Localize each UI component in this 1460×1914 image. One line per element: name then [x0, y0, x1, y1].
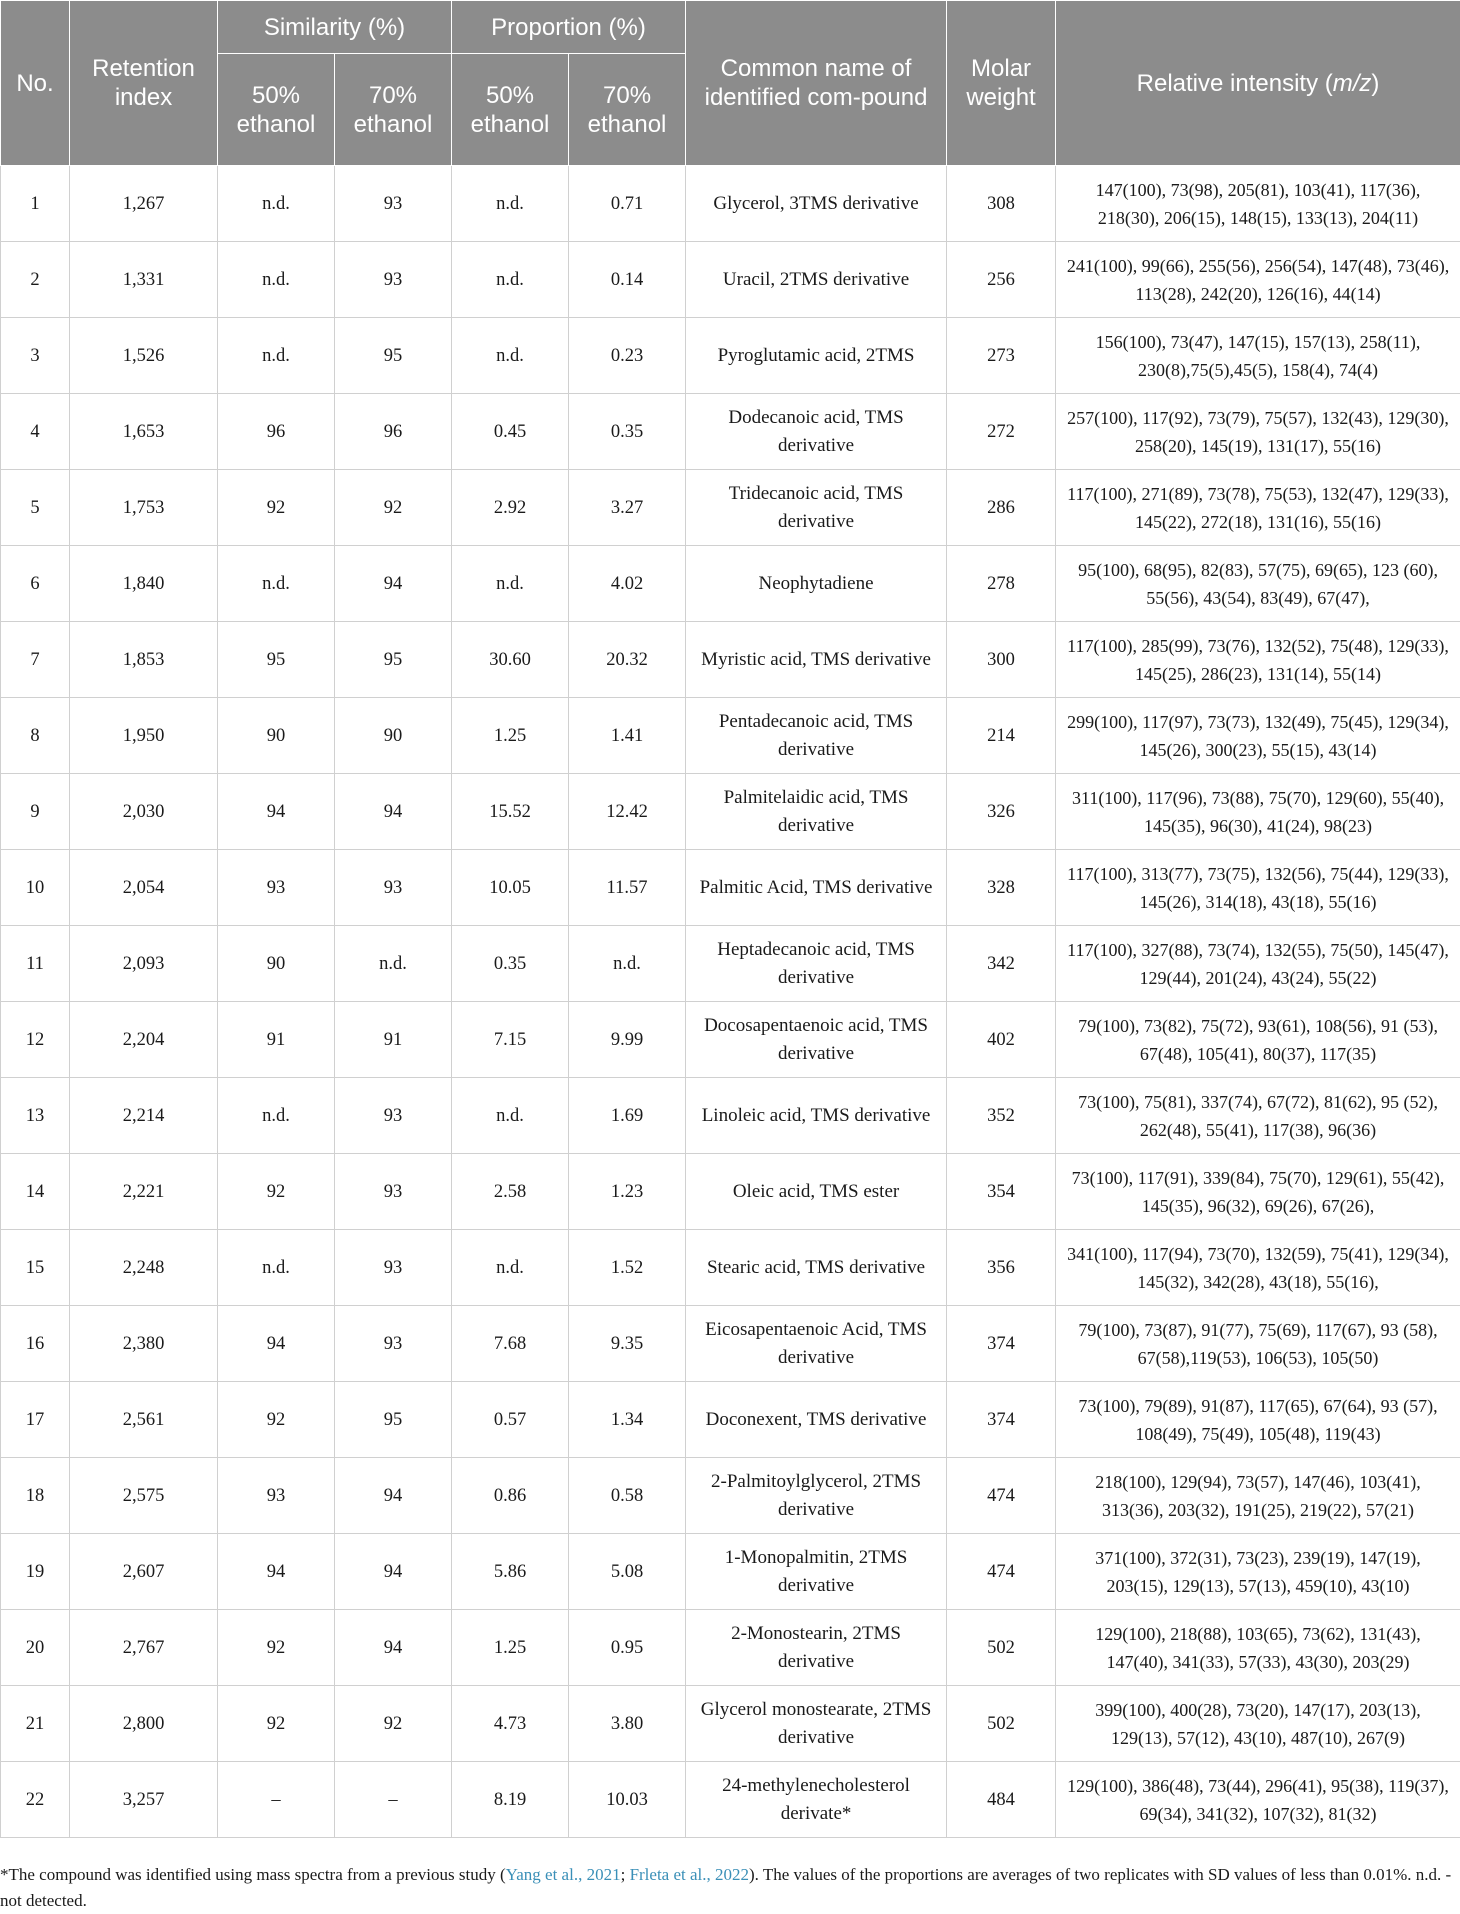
reference-link-yang[interactable]: Yang et al., 2021: [506, 1865, 621, 1884]
cell-proportion-70: 4.02: [569, 546, 686, 622]
cell-retention-index: 1,753: [70, 470, 218, 546]
cell-relative-intensity: 117(100), 313(77), 73(75), 132(56), 75(44), 129(33), 145(26), 314(18), 43(18), 55(16): [1056, 850, 1460, 926]
cell-similarity-70: 95: [335, 622, 452, 698]
cell-no: 14: [1, 1154, 70, 1230]
table-row: [1, 1762, 1460, 1838]
cell-molar-weight: 214: [947, 698, 1056, 774]
cell-no: 5: [1, 470, 70, 546]
cell-compound-name: Heptadecanoic acid, TMS derivative: [686, 926, 947, 1002]
cell-similarity-70: 93: [335, 850, 452, 926]
cell-no: 3: [1, 318, 70, 394]
cell-similarity-50: n.d.: [218, 242, 335, 318]
cell-retention-index: 2,607: [70, 1534, 218, 1610]
cell-retention-index: 2,054: [70, 850, 218, 926]
cell-compound-name: Eicosapentaenoic Acid, TMS derivative: [686, 1306, 947, 1382]
table-row: [1, 1306, 1460, 1382]
cell-retention-index: 2,214: [70, 1078, 218, 1154]
cell-proportion-70: 1.34: [569, 1382, 686, 1458]
cell-molar-weight: 374: [947, 1382, 1056, 1458]
cell-proportion-50: 2.58: [452, 1154, 569, 1230]
cell-molar-weight: 484: [947, 1762, 1056, 1838]
cell-proportion-70: 1.69: [569, 1078, 686, 1154]
header-sim-70: 70% ethanol: [335, 54, 452, 166]
header-prop-70: 70% ethanol: [569, 54, 686, 166]
cell-similarity-50: 93: [218, 1458, 335, 1534]
cell-relative-intensity: 147(100), 73(98), 205(81), 103(41), 117(36), 218(30), 206(15), 148(15), 133(13), 204(11): [1056, 166, 1460, 242]
cell-similarity-50: 95: [218, 622, 335, 698]
cell-proportion-50: 10.05: [452, 850, 569, 926]
header-proportion: Proportion (%): [452, 1, 686, 54]
cell-proportion-70: 0.23: [569, 318, 686, 394]
cell-compound-name: 2-Palmitoylglycerol, 2TMS derivative: [686, 1458, 947, 1534]
header-prop-50: 50% ethanol: [452, 54, 569, 166]
cell-molar-weight: 256: [947, 242, 1056, 318]
cell-similarity-50: –: [218, 1762, 335, 1838]
cell-similarity-70: 93: [335, 1154, 452, 1230]
cell-proportion-70: 1.23: [569, 1154, 686, 1230]
cell-proportion-70: n.d.: [569, 926, 686, 1002]
cell-retention-index: 1,526: [70, 318, 218, 394]
cell-compound-name: Dodecanoic acid, TMS derivative: [686, 394, 947, 470]
cell-similarity-50: 90: [218, 926, 335, 1002]
header-molar-weight: Molar weight: [947, 1, 1056, 166]
cell-similarity-50: 92: [218, 1382, 335, 1458]
cell-no: 4: [1, 394, 70, 470]
cell-similarity-50: 94: [218, 1306, 335, 1382]
cell-relative-intensity: 341(100), 117(94), 73(70), 132(59), 75(41), 129(34), 145(32), 342(28), 43(18), 55(16),: [1056, 1230, 1460, 1306]
cell-similarity-70: 94: [335, 1610, 452, 1686]
cell-molar-weight: 272: [947, 394, 1056, 470]
cell-no: 13: [1, 1078, 70, 1154]
cell-proportion-70: 3.80: [569, 1686, 686, 1762]
cell-relative-intensity: 129(100), 218(88), 103(65), 73(62), 131(43), 147(40), 341(33), 57(33), 43(30), 203(29): [1056, 1610, 1460, 1686]
cell-compound-name: Palmitelaidic acid, TMS derivative: [686, 774, 947, 850]
cell-similarity-50: 92: [218, 1610, 335, 1686]
cell-similarity-50: n.d.: [218, 166, 335, 242]
cell-similarity-50: n.d.: [218, 1078, 335, 1154]
cell-compound-name: Doconexent, TMS derivative: [686, 1382, 947, 1458]
cell-similarity-70: n.d.: [335, 926, 452, 1002]
cell-proportion-50: 8.19: [452, 1762, 569, 1838]
cell-similarity-50: n.d.: [218, 1230, 335, 1306]
header-relative-intensity: Relative intensity (m/z): [1056, 1, 1460, 166]
table-row: [1, 394, 1460, 470]
cell-retention-index: 2,561: [70, 1382, 218, 1458]
cell-proportion-50: 0.35: [452, 926, 569, 1002]
table-row: [1, 1610, 1460, 1686]
cell-molar-weight: 300: [947, 622, 1056, 698]
cell-molar-weight: 286: [947, 470, 1056, 546]
table-row: [1, 774, 1460, 850]
cell-retention-index: 1,950: [70, 698, 218, 774]
cell-retention-index: 2,575: [70, 1458, 218, 1534]
cell-molar-weight: 474: [947, 1534, 1056, 1610]
cell-compound-name: Docosapentaenoic acid, TMS derivative: [686, 1002, 947, 1078]
cell-proportion-70: 9.35: [569, 1306, 686, 1382]
cell-similarity-70: 94: [335, 774, 452, 850]
header-common-name: Common name of identified com-pound: [686, 1, 947, 166]
cell-retention-index: 2,030: [70, 774, 218, 850]
cell-proportion-70: 10.03: [569, 1762, 686, 1838]
table-row: [1, 698, 1460, 774]
cell-no: 18: [1, 1458, 70, 1534]
cell-similarity-70: 93: [335, 166, 452, 242]
cell-retention-index: 2,380: [70, 1306, 218, 1382]
cell-proportion-50: 7.68: [452, 1306, 569, 1382]
cell-proportion-70: 3.27: [569, 470, 686, 546]
cell-compound-name: Myristic acid, TMS derivative: [686, 622, 947, 698]
cell-no: 12: [1, 1002, 70, 1078]
cell-proportion-70: 9.99: [569, 1002, 686, 1078]
cell-proportion-50: 1.25: [452, 698, 569, 774]
cell-molar-weight: 356: [947, 1230, 1056, 1306]
cell-similarity-50: 96: [218, 394, 335, 470]
cell-molar-weight: 354: [947, 1154, 1056, 1230]
cell-compound-name: Glycerol monostearate, 2TMS derivative: [686, 1686, 947, 1762]
cell-retention-index: 2,093: [70, 926, 218, 1002]
cell-compound-name: Neophytadiene: [686, 546, 947, 622]
cell-relative-intensity: 129(100), 386(48), 73(44), 296(41), 95(38), 119(37), 69(34), 341(32), 107(32), 81(32): [1056, 1762, 1460, 1838]
cell-proportion-50: 0.57: [452, 1382, 569, 1458]
cell-similarity-70: 90: [335, 698, 452, 774]
cell-molar-weight: 502: [947, 1610, 1056, 1686]
cell-no: 21: [1, 1686, 70, 1762]
table-row: [1, 1534, 1460, 1610]
cell-retention-index: 1,653: [70, 394, 218, 470]
header-similarity: Similarity (%): [218, 1, 452, 54]
cell-retention-index: 2,221: [70, 1154, 218, 1230]
table-row: [1, 1458, 1460, 1534]
cell-compound-name: Uracil, 2TMS derivative: [686, 242, 947, 318]
cell-relative-intensity: 117(100), 327(88), 73(74), 132(55), 75(50), 145(47), 129(44), 201(24), 43(24), 55(22): [1056, 926, 1460, 1002]
cell-similarity-70: 93: [335, 1230, 452, 1306]
cell-no: 16: [1, 1306, 70, 1382]
cell-proportion-50: n.d.: [452, 242, 569, 318]
table-row: [1, 850, 1460, 926]
cell-similarity-50: n.d.: [218, 318, 335, 394]
table-row: [1, 546, 1460, 622]
cell-proportion-70: 0.14: [569, 242, 686, 318]
cell-similarity-70: 96: [335, 394, 452, 470]
cell-similarity-70: 95: [335, 318, 452, 394]
reference-link-frleta[interactable]: Frleta et al., 2022: [630, 1865, 749, 1884]
cell-proportion-50: 0.86: [452, 1458, 569, 1534]
cell-molar-weight: 273: [947, 318, 1056, 394]
cell-proportion-70: 1.52: [569, 1230, 686, 1306]
cell-proportion-70: 5.08: [569, 1534, 686, 1610]
table-row: [1, 926, 1460, 1002]
cell-proportion-50: n.d.: [452, 1230, 569, 1306]
cell-similarity-50: 93: [218, 850, 335, 926]
cell-retention-index: 1,267: [70, 166, 218, 242]
cell-compound-name: 2-Monostearin, 2TMS derivative: [686, 1610, 947, 1686]
cell-similarity-50: 92: [218, 1686, 335, 1762]
cell-proportion-70: 0.71: [569, 166, 686, 242]
cell-relative-intensity: 79(100), 73(87), 91(77), 75(69), 117(67), 93 (58), 67(58),119(53), 106(53), 105(50): [1056, 1306, 1460, 1382]
table-row: [1, 1382, 1460, 1458]
cell-similarity-70: 95: [335, 1382, 452, 1458]
cell-retention-index: 2,204: [70, 1002, 218, 1078]
table-row: [1, 1686, 1460, 1762]
cell-similarity-50: n.d.: [218, 546, 335, 622]
cell-molar-weight: 278: [947, 546, 1056, 622]
cell-proportion-70: 12.42: [569, 774, 686, 850]
cell-similarity-50: 91: [218, 1002, 335, 1078]
cell-similarity-50: 92: [218, 470, 335, 546]
cell-no: 8: [1, 698, 70, 774]
cell-no: 17: [1, 1382, 70, 1458]
cell-retention-index: 1,840: [70, 546, 218, 622]
cell-molar-weight: 326: [947, 774, 1056, 850]
cell-proportion-50: 4.73: [452, 1686, 569, 1762]
cell-compound-name: Stearic acid, TMS derivative: [686, 1230, 947, 1306]
cell-proportion-50: 30.60: [452, 622, 569, 698]
cell-relative-intensity: 73(100), 79(89), 91(87), 117(65), 67(64), 93 (57), 108(49), 75(49), 105(48), 119(43): [1056, 1382, 1460, 1458]
cell-no: 10: [1, 850, 70, 926]
cell-relative-intensity: 299(100), 117(97), 73(73), 132(49), 75(45), 129(34), 145(26), 300(23), 55(15), 43(14): [1056, 698, 1460, 774]
table-header: [1, 1, 1460, 166]
cell-retention-index: 2,800: [70, 1686, 218, 1762]
cell-proportion-50: 1.25: [452, 1610, 569, 1686]
cell-no: 22: [1, 1762, 70, 1838]
cell-similarity-70: 93: [335, 1078, 452, 1154]
cell-proportion-50: n.d.: [452, 1078, 569, 1154]
cell-no: 9: [1, 774, 70, 850]
cell-relative-intensity: 117(100), 271(89), 73(78), 75(53), 132(47), 129(33), 145(22), 272(18), 131(16), 55(16): [1056, 470, 1460, 546]
cell-compound-name: Tridecanoic acid, TMS derivative: [686, 470, 947, 546]
header-retention-index: Retention index: [70, 1, 218, 166]
cell-compound-name: Pentadecanoic acid, TMS derivative: [686, 698, 947, 774]
cell-retention-index: 2,767: [70, 1610, 218, 1686]
cell-compound-name: Pyroglutamic acid, 2TMS: [686, 318, 947, 394]
cell-proportion-50: n.d.: [452, 318, 569, 394]
cell-proportion-70: 0.58: [569, 1458, 686, 1534]
cell-similarity-50: 90: [218, 698, 335, 774]
cell-compound-name: 24-methylenecholesterol derivate*: [686, 1762, 947, 1838]
cell-relative-intensity: 257(100), 117(92), 73(79), 75(57), 132(43), 129(30), 258(20), 145(19), 131(17), 55(16): [1056, 394, 1460, 470]
cell-compound-name: Linoleic acid, TMS derivative: [686, 1078, 947, 1154]
cell-no: 7: [1, 622, 70, 698]
cell-compound-name: Palmitic Acid, TMS derivative: [686, 850, 947, 926]
cell-no: 1: [1, 166, 70, 242]
cell-similarity-70: 93: [335, 242, 452, 318]
cell-proportion-50: 2.92: [452, 470, 569, 546]
cell-proportion-70: 1.41: [569, 698, 686, 774]
cell-similarity-50: 94: [218, 1534, 335, 1610]
table-row: [1, 166, 1460, 242]
cell-relative-intensity: 218(100), 129(94), 73(57), 147(46), 103(41), 313(36), 203(32), 191(25), 219(22), 57(21): [1056, 1458, 1460, 1534]
cell-molar-weight: 374: [947, 1306, 1056, 1382]
cell-proportion-50: 0.45: [452, 394, 569, 470]
cell-molar-weight: 308: [947, 166, 1056, 242]
cell-no: 15: [1, 1230, 70, 1306]
cell-compound-name: Oleic acid, TMS ester: [686, 1154, 947, 1230]
cell-proportion-50: n.d.: [452, 546, 569, 622]
cell-retention-index: 3,257: [70, 1762, 218, 1838]
cell-no: 20: [1, 1610, 70, 1686]
cell-molar-weight: 328: [947, 850, 1056, 926]
cell-similarity-70: 94: [335, 1458, 452, 1534]
cell-molar-weight: 474: [947, 1458, 1056, 1534]
cell-relative-intensity: 73(100), 75(81), 337(74), 67(72), 81(62), 95 (52), 262(48), 55(41), 117(38), 96(36): [1056, 1078, 1460, 1154]
cell-proportion-50: n.d.: [452, 166, 569, 242]
cell-retention-index: 1,853: [70, 622, 218, 698]
cell-similarity-70: 93: [335, 1306, 452, 1382]
cell-no: 11: [1, 926, 70, 1002]
cell-similarity-70: –: [335, 1762, 452, 1838]
table-row: [1, 622, 1460, 698]
cell-similarity-50: 94: [218, 774, 335, 850]
cell-proportion-70: 0.35: [569, 394, 686, 470]
header-no: No.: [1, 1, 70, 166]
table-row: [1, 1230, 1460, 1306]
cell-proportion-50: 5.86: [452, 1534, 569, 1610]
cell-relative-intensity: 399(100), 400(28), 73(20), 147(17), 203(13), 129(13), 57(12), 43(10), 487(10), 267(9): [1056, 1686, 1460, 1762]
cell-molar-weight: 402: [947, 1002, 1056, 1078]
cell-no: 19: [1, 1534, 70, 1610]
cell-proportion-50: 15.52: [452, 774, 569, 850]
cell-compound-name: Glycerol, 3TMS derivative: [686, 166, 947, 242]
table-row: [1, 1154, 1460, 1230]
table-row: [1, 318, 1460, 394]
cell-similarity-70: 92: [335, 470, 452, 546]
cell-similarity-70: 92: [335, 1686, 452, 1762]
table-row: [1, 242, 1460, 318]
cell-relative-intensity: 73(100), 117(91), 339(84), 75(70), 129(61), 55(42), 145(35), 96(32), 69(26), 67(26),: [1056, 1154, 1460, 1230]
header-sim-50: 50% ethanol: [218, 54, 335, 166]
cell-similarity-70: 94: [335, 1534, 452, 1610]
cell-retention-index: 2,248: [70, 1230, 218, 1306]
cell-molar-weight: 342: [947, 926, 1056, 1002]
cell-molar-weight: 502: [947, 1686, 1056, 1762]
cell-relative-intensity: 311(100), 117(96), 73(88), 75(70), 129(60), 55(40), 145(35), 96(30), 41(24), 98(23): [1056, 774, 1460, 850]
table-row: [1, 1002, 1460, 1078]
cell-no: 2: [1, 242, 70, 318]
cell-relative-intensity: 117(100), 285(99), 73(76), 132(52), 75(48), 129(33), 145(25), 286(23), 131(14), 55(14): [1056, 622, 1460, 698]
cell-similarity-50: 92: [218, 1154, 335, 1230]
cell-no: 6: [1, 546, 70, 622]
cell-compound-name: 1-Monopalmitin, 2TMS derivative: [686, 1534, 947, 1610]
cell-relative-intensity: 156(100), 73(47), 147(15), 157(13), 258(11), 230(8),75(5),45(5), 158(4), 74(4): [1056, 318, 1460, 394]
table-body: [1, 166, 1460, 1838]
cell-relative-intensity: 79(100), 73(82), 75(72), 93(61), 108(56), 91 (53), 67(48), 105(41), 80(37), 117(35): [1056, 1002, 1460, 1078]
mz-unit: m/z: [1333, 70, 1372, 97]
cell-similarity-70: 91: [335, 1002, 452, 1078]
cell-relative-intensity: 241(100), 99(66), 255(56), 256(54), 147(48), 73(46), 113(28), 242(20), 126(16), 44(14): [1056, 242, 1460, 318]
cell-similarity-70: 94: [335, 546, 452, 622]
table-row: [1, 1078, 1460, 1154]
table-footnote: *The compound was identified using mass spectra from a previous study (Yang et al., 2021; Frleta et al., 2022). The values of the proportions are averages of two replicates with SD values of less than 0.01%. n.d. - not detected.: [0, 1862, 1460, 1914]
cell-retention-index: 1,331: [70, 242, 218, 318]
cell-relative-intensity: 371(100), 372(31), 73(23), 239(19), 147(19), 203(15), 129(13), 57(13), 459(10), 43(10): [1056, 1534, 1460, 1610]
cell-proportion-50: 7.15: [452, 1002, 569, 1078]
cell-relative-intensity: 95(100), 68(95), 82(83), 57(75), 69(65), 123 (60), 55(56), 43(54), 83(49), 67(47),: [1056, 546, 1460, 622]
table-row: [1, 470, 1460, 546]
cell-proportion-70: 0.95: [569, 1610, 686, 1686]
cell-molar-weight: 352: [947, 1078, 1056, 1154]
cell-proportion-70: 20.32: [569, 622, 686, 698]
cell-proportion-70: 11.57: [569, 850, 686, 926]
